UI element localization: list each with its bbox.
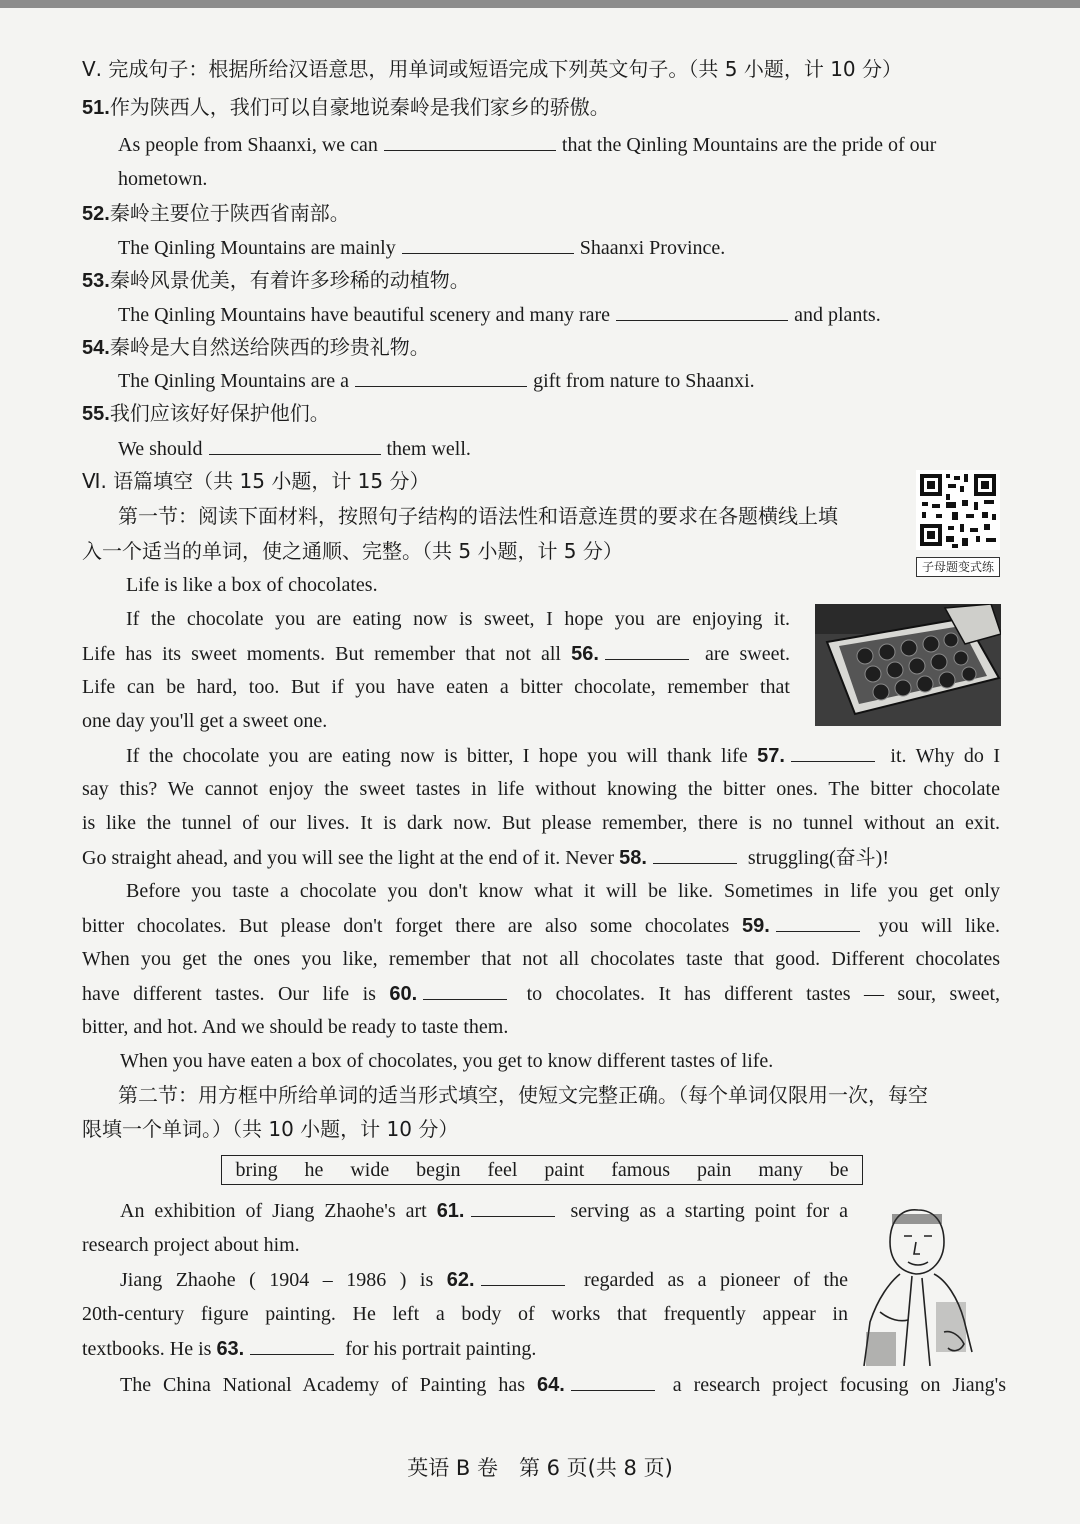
word-bank-item: he: [304, 1158, 324, 1181]
p2-line2: say this? We cannot enjoy the sweet tastes in life without knowing the bitter ones. The bitter chocolate: [82, 778, 1000, 800]
qr-code[interactable]: [916, 470, 1000, 572]
word-bank-item: wide: [350, 1158, 390, 1181]
section5-heading: Ⅴ. 完成句子：根据所给汉语意思，用单词或短语完成下列英文句子。（共 5 小题，计 10 分）: [82, 57, 902, 81]
passage1-title: Life is like a box of chocolates.: [126, 574, 378, 596]
answer-blank-52[interactable]: [402, 233, 574, 254]
q52-chinese: 52.秦岭主要位于陕西省南部。: [82, 201, 350, 225]
chocolate-box-image: [815, 604, 1001, 726]
answer-blank-51[interactable]: [384, 130, 556, 151]
word-bank-item: be: [829, 1158, 849, 1181]
p1-line2: Life has its sweet moments. But remember that not all 56. are sweet.: [82, 639, 790, 668]
answer-blank-62[interactable]: [481, 1265, 565, 1286]
q51-english: As people from Shaanxi, we can that the Qinling Mountains are the pride of our: [118, 130, 936, 159]
answer-blank-57[interactable]: [791, 741, 875, 762]
part2-instructions-line2: 限填一个单词。）（共 10 小题，计 10 分）: [82, 1117, 459, 1141]
p3-line2: bitter chocolates. But please don't forget there are also some chocolates 59. you will like.: [82, 911, 1000, 940]
word-bank-item: paint: [544, 1158, 585, 1181]
q53-chinese: 53.秦岭风景优美，有着许多珍稀的动植物。: [82, 268, 470, 292]
p1-line1: If the chocolate you are eating now is sweet, I hope you are enjoying it.: [126, 608, 790, 630]
p2-line1: If the chocolate you are eating now is bitter, I hope you will thank life 57. it. Why do I: [126, 741, 1000, 770]
p6-line3: textbooks. He is 63. for his portrait painting.: [82, 1334, 536, 1363]
p1-line4: one day you'll get a sweet one.: [82, 710, 328, 732]
part1-instructions-line1: 第一节：阅读下面材料，按照句子结构的语法性和语意连贯的要求在各题横线上填: [118, 504, 838, 528]
p3-line1: Before you taste a chocolate you don't know what it will be like. Sometimes in life you get only: [126, 880, 1000, 902]
answer-blank-58[interactable]: [653, 843, 737, 864]
answer-blank-64[interactable]: [571, 1370, 655, 1391]
part2-instructions-line1: 第二节：用方框中所给单词的适当形式填空，使短文完整正确。（每个单词仅限用一次，每空: [118, 1083, 928, 1107]
answer-blank-53[interactable]: [616, 300, 788, 321]
word-bank-box: [221, 1155, 863, 1185]
q51-chinese: 51.作为陕西人，我们可以自豪地说秦岭是我们家乡的骄傲。: [82, 95, 610, 119]
q51-english-cont: hometown.: [118, 168, 208, 190]
q53-english: The Qinling Mountains have beautiful scenery and many rare and plants.: [118, 300, 881, 329]
p6-line1: Jiang Zhaohe ( 1904 – 1986 ) is 62. regarded as a pioneer of the: [120, 1265, 848, 1294]
word-bank-item: pain: [696, 1158, 732, 1181]
p3-line5: bitter, and hot. And we should be ready to taste them.: [82, 1016, 509, 1038]
p5-line1: An exhibition of Jiang Zhaohe's art 61. serving as a starting point for a: [120, 1196, 848, 1225]
p6-line2: 20th-century figure painting. He left a body of works that frequently appear in: [82, 1303, 848, 1325]
word-bank-item: feel: [487, 1158, 518, 1181]
q55-english: We should them well.: [118, 434, 471, 463]
word-bank-item: bring: [235, 1158, 278, 1181]
answer-blank-63[interactable]: [250, 1334, 334, 1355]
answer-blank-59[interactable]: [776, 911, 860, 932]
part1-instructions-line2: 入一个适当的单词，使之通顺、完整。（共 5 小题，计 5 分）: [82, 539, 623, 563]
p2-line3: is like the tunnel of our lives. It is dark now. But please remember, there is no tunnel without an exit.: [82, 812, 1000, 834]
word-bank-item: begin: [416, 1158, 461, 1181]
answer-blank-56[interactable]: [605, 639, 689, 660]
answer-blank-61[interactable]: [471, 1196, 555, 1217]
section6-heading: Ⅵ. 语篇填空（共 15 小题，计 15 分）: [82, 469, 430, 493]
q54-chinese: 54.秦岭是大自然送给陕西的珍贵礼物。: [82, 335, 430, 359]
answer-blank-54[interactable]: [355, 366, 527, 387]
word-bank-item: many: [758, 1158, 803, 1181]
page-footer: 英语 B 卷 第 6 页(共 8 页): [407, 1456, 673, 1480]
portrait-sketch-image: [860, 1202, 980, 1366]
p2-line4: Go straight ahead, and you will see the light at the end of it. Never 58. struggling(奋斗)!: [82, 843, 889, 872]
answer-blank-55[interactable]: [209, 434, 381, 455]
qr-caption: 子母题变式练: [916, 557, 1000, 577]
q55-chinese: 55.我们应该好好保护他们。: [82, 401, 330, 425]
p1-line3: Life can be hard, too. But if you have eaten a bitter chocolate, remember that: [82, 676, 790, 698]
q54-english: The Qinling Mountains are a gift from nature to Shaanxi.: [118, 366, 755, 395]
p3-line4: have different tastes. Our life is 60. to chocolates. It has different tastes — sour, sweet,: [82, 979, 1000, 1008]
p3-line3: When you get the ones you like, remember that not all chocolates taste that good. Different chocolates: [82, 948, 1000, 970]
p5-line2: research project about him.: [82, 1234, 300, 1256]
word-bank-item: famous: [611, 1158, 671, 1181]
p7-line1: The China National Academy of Painting has 64. a research project focusing on Jiang's: [120, 1370, 1006, 1399]
q52-english: The Qinling Mountains are mainly Shaanxi Province.: [118, 233, 725, 262]
qr-code-icon: [916, 470, 1000, 550]
answer-blank-60[interactable]: [423, 979, 507, 1000]
p4-line1: When you have eaten a box of chocolates, you get to know different tastes of life.: [120, 1050, 774, 1072]
